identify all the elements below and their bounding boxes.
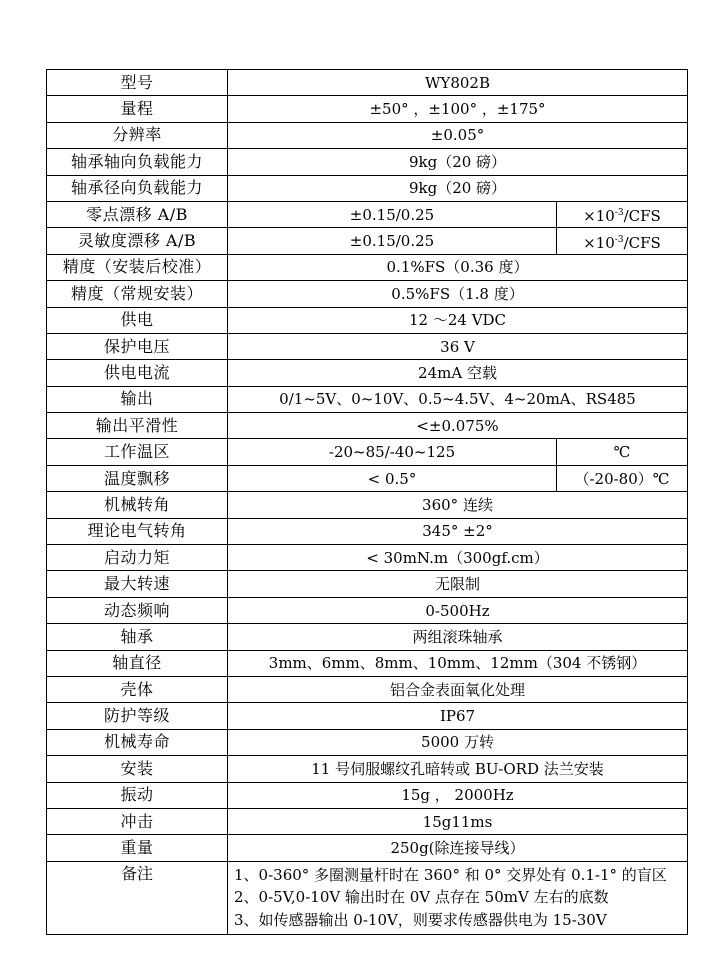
- spec-value: 9kg（20 磅）: [228, 175, 688, 201]
- notes-row: [47, 861, 688, 934]
- spec-value: ±0.05°: [228, 122, 688, 148]
- spec-row: [47, 360, 688, 386]
- note-line: 2、0-5V,0-10V 输出时在 0V 点存在 50mV 左右的底数: [234, 888, 609, 907]
- spec-value: 360° 连续: [228, 492, 688, 518]
- spec-unit: [557, 228, 688, 254]
- unit-exponent: -3: [614, 208, 624, 219]
- spec-value: < 30mN.m（300gf.cm）: [228, 545, 688, 571]
- spec-value: ±0.15/0.25: [228, 228, 557, 254]
- spec-value: 铝合金表面氧化处理: [228, 676, 688, 702]
- spec-label: 零点漂移 A/B: [47, 201, 228, 227]
- spec-row: [47, 808, 688, 834]
- spec-label: 供电: [47, 307, 228, 333]
- unit-prefix: ×10: [583, 207, 615, 226]
- note-line: 1、0-360° 多圈测量杆时在 360° 和 0° 交界处有 0.1-1° 的盲区: [234, 865, 667, 884]
- spec-value: 0/1~5V、0~10V、0.5~4.5V、4~20mA、RS485: [228, 386, 688, 412]
- spec-row: [47, 597, 688, 623]
- spec-label: 振动: [47, 782, 228, 808]
- spec-value: 9kg（20 磅）: [228, 149, 688, 175]
- spec-row: [47, 175, 688, 201]
- spec-unit: ℃: [557, 439, 688, 465]
- spec-label: 轴承: [47, 624, 228, 650]
- spec-label: 机械寿命: [47, 729, 228, 755]
- spec-value: WY802B: [228, 70, 688, 96]
- unit-prefix: ×10: [583, 233, 615, 252]
- spec-label: 输出平滑性: [47, 413, 228, 439]
- spec-table-body: [47, 70, 688, 935]
- spec-label: 保护电压: [47, 333, 228, 359]
- unit-suffix: /CFS: [623, 207, 661, 226]
- spec-row: [47, 149, 688, 175]
- spec-value: ±50° ，±100° ，±175°: [228, 96, 688, 122]
- spec-label: 轴直径: [47, 650, 228, 676]
- spec-label: 输出: [47, 386, 228, 412]
- spec-label: 启动力矩: [47, 545, 228, 571]
- spec-row: [47, 281, 688, 307]
- spec-label: 供电电流: [47, 360, 228, 386]
- spec-label: 量程: [47, 96, 228, 122]
- spec-row: [47, 413, 688, 439]
- spec-label: 壳体: [47, 676, 228, 702]
- spec-value: 无限制: [228, 571, 688, 597]
- spec-value: 36 V: [228, 333, 688, 359]
- spec-value: 3mm、6mm、8mm、10mm、12mm（304 不锈钢）: [228, 650, 688, 676]
- spec-label: 冲击: [47, 808, 228, 834]
- spec-label: 温度飘移: [47, 465, 228, 491]
- notes-label: 备注: [47, 861, 228, 934]
- spec-label: 重量: [47, 835, 228, 861]
- spec-label: 工作温区: [47, 439, 228, 465]
- spec-row: [47, 439, 688, 465]
- spec-row: [47, 70, 688, 96]
- spec-value: IP67: [228, 703, 688, 729]
- spec-value: 15g ， 2000Hz: [228, 782, 688, 808]
- spec-label: 动态频响: [47, 597, 228, 623]
- spec-row: [47, 835, 688, 861]
- spec-value: 250g(除连接导线）: [228, 835, 688, 861]
- spec-row: [47, 201, 688, 227]
- spec-unit: [557, 201, 688, 227]
- spec-value: 24mA 空载: [228, 360, 688, 386]
- spec-value: 0.5%FS（1.8 度）: [228, 281, 688, 307]
- spec-value: 12 ～24 VDC: [228, 307, 688, 333]
- spec-unit: （-20-80）℃: [557, 465, 688, 491]
- spec-row: [47, 545, 688, 571]
- spec-row: [47, 465, 688, 491]
- notes-content: [228, 861, 688, 934]
- spec-label: 精度（安装后校准）: [47, 254, 228, 280]
- spec-value: 0-500Hz: [228, 597, 688, 623]
- spec-label: 型号: [47, 70, 228, 96]
- spec-value: < 0.5°: [228, 465, 557, 491]
- spec-value: 0.1%FS（0.36 度）: [228, 254, 688, 280]
- spec-label: 理论电气转角: [47, 518, 228, 544]
- spec-value: <±0.075%: [228, 413, 688, 439]
- spec-row: [47, 228, 688, 254]
- spec-row: [47, 676, 688, 702]
- spec-value: 11 号伺服螺纹孔暗转或 BU-ORD 法兰安装: [228, 756, 688, 782]
- spec-label: 轴承径向负载能力: [47, 175, 228, 201]
- spec-value: 15g11ms: [228, 808, 688, 834]
- spec-row: [47, 386, 688, 412]
- spec-row: [47, 571, 688, 597]
- unit-suffix: /CFS: [623, 233, 661, 252]
- spec-row: [47, 703, 688, 729]
- spec-row: [47, 307, 688, 333]
- spec-value: 345° ±2°: [228, 518, 688, 544]
- spec-table: [46, 69, 688, 935]
- spec-row: [47, 492, 688, 518]
- spec-row: [47, 254, 688, 280]
- spec-row: [47, 96, 688, 122]
- spec-row: [47, 122, 688, 148]
- spec-value: ±0.15/0.25: [228, 201, 557, 227]
- spec-label: 轴承轴向负载能力: [47, 149, 228, 175]
- spec-row: [47, 650, 688, 676]
- spec-label: 精度（常规安装）: [47, 281, 228, 307]
- spec-label: 防护等级: [47, 703, 228, 729]
- spec-value: 5000 万转: [228, 729, 688, 755]
- spec-label: 最大转速: [47, 571, 228, 597]
- spec-row: [47, 624, 688, 650]
- spec-row: [47, 518, 688, 544]
- spec-row: [47, 729, 688, 755]
- spec-value: -20~85/-40~125: [228, 439, 557, 465]
- spec-row: [47, 782, 688, 808]
- spec-row: [47, 756, 688, 782]
- spec-label: 安装: [47, 756, 228, 782]
- spec-label: 灵敏度漂移 A/B: [47, 228, 228, 254]
- spec-row: [47, 333, 688, 359]
- unit-exponent: -3: [614, 234, 624, 245]
- spec-label: 机械转角: [47, 492, 228, 518]
- note-line: 3、如传感器输出 0-10V，则要求传感器供电为 15-30V: [234, 910, 607, 929]
- spec-value: 两组滚珠轴承: [228, 624, 688, 650]
- spec-label: 分辨率: [47, 122, 228, 148]
